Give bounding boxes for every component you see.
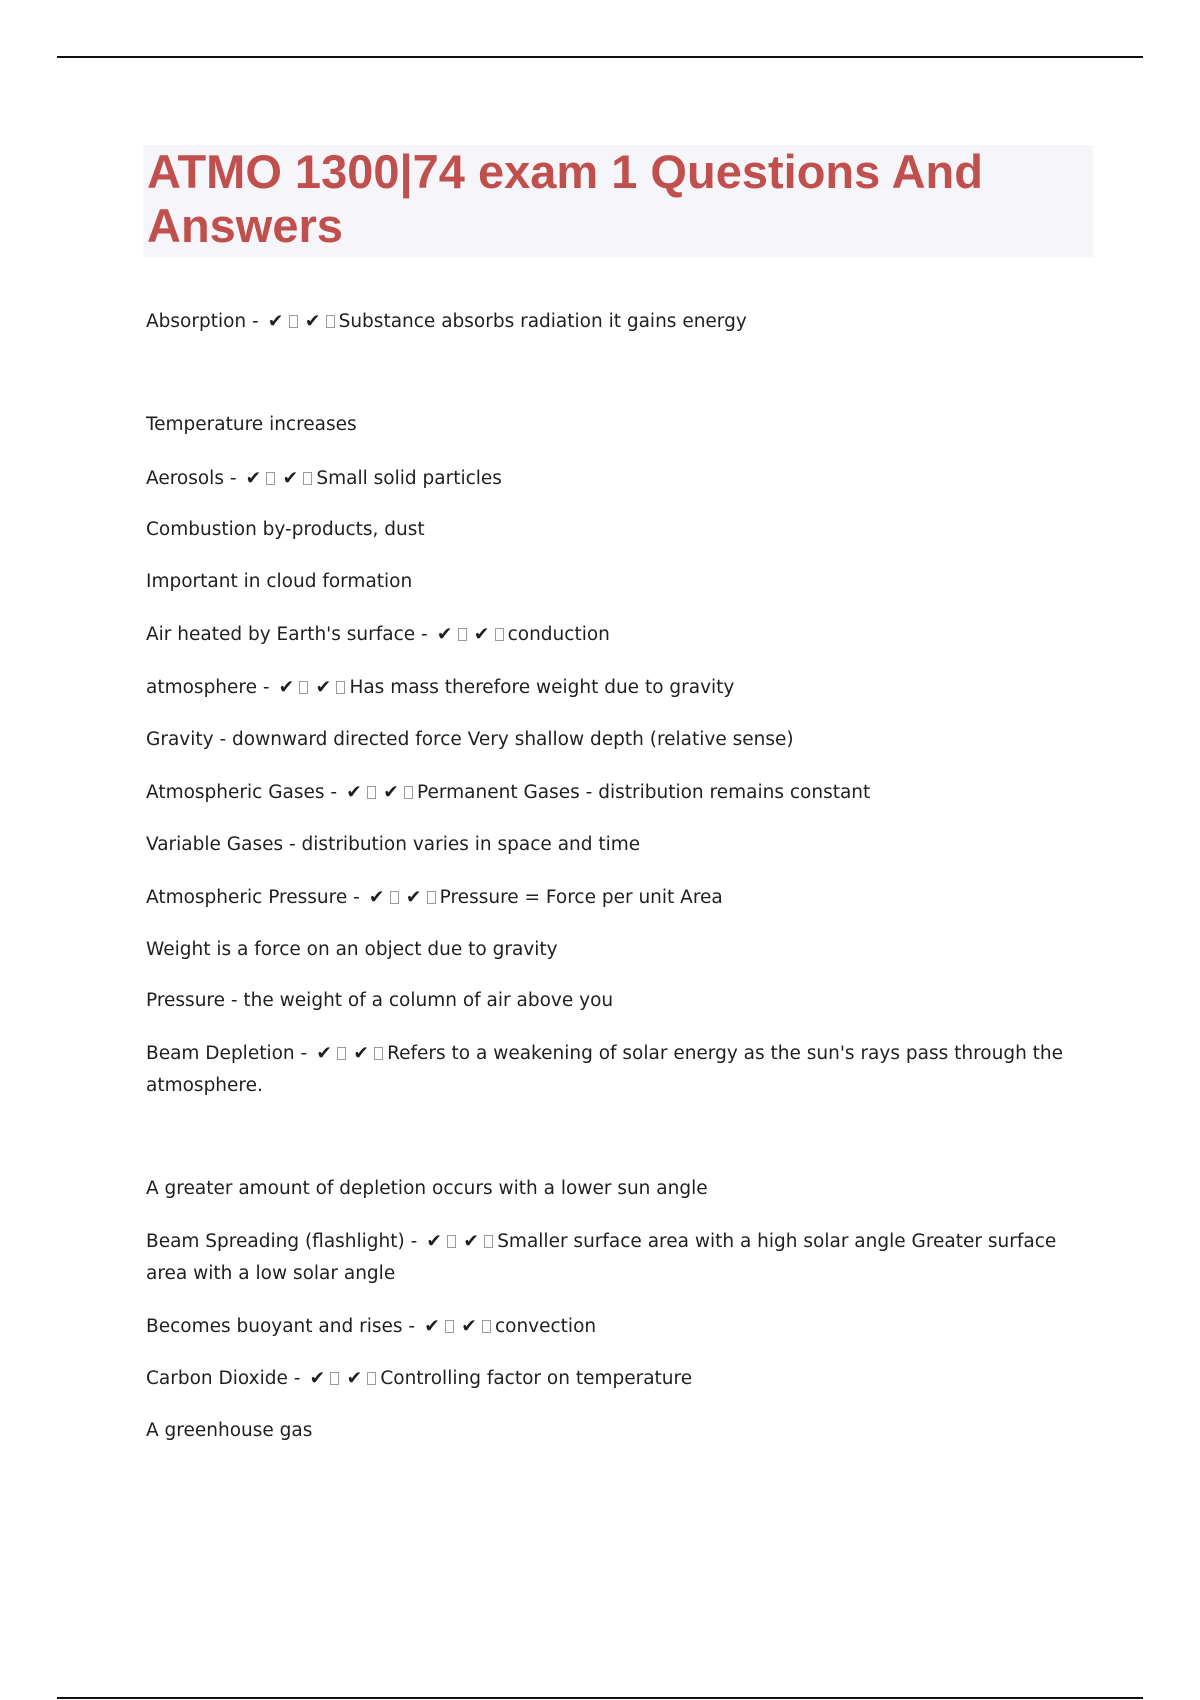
check-icon: ✔ <box>346 782 362 803</box>
term: Aerosols <box>146 468 224 489</box>
check-icon: ✔ <box>463 1231 479 1252</box>
check-icon: ✔ <box>346 1368 363 1389</box>
top-rule <box>57 56 1143 58</box>
check-icon: ✔ <box>461 1316 477 1337</box>
text-line: Variable Gases - distribution varies in space and time <box>146 834 641 855</box>
qa-entry-atmosphere: atmosphere - ✔ ✔ Has mass therefore weight due to gravity <box>146 672 1076 704</box>
text-line: A greenhouse gas <box>146 1420 313 1441</box>
term: Beam Spreading (flashlight) <box>146 1231 405 1252</box>
answer: Refers to a weakening of solar energy as the sun's rays pass through the atmosphere. <box>146 1043 1064 1096</box>
check-icon: ✔ <box>383 782 399 803</box>
missing-glyph-box <box>447 1235 456 1248</box>
check-icon: ✔ <box>405 887 422 908</box>
missing-glyph-box <box>337 1047 346 1060</box>
qa-entry-beam-spreading: Beam Spreading (flashlight) - ✔ ✔ Smaller surface area with a high solar angle Greater surface area with a low solar angle <box>146 1226 1076 1290</box>
answer: Controlling factor on temperature <box>380 1368 693 1389</box>
missing-glyph-box <box>303 472 312 485</box>
check-icon: ✔ <box>316 1043 332 1064</box>
term: Carbon Dioxide <box>146 1368 288 1389</box>
check-icon: ✔ <box>368 887 385 908</box>
bottom-rule <box>57 1697 1143 1699</box>
check-icon: ✔ <box>282 468 299 489</box>
missing-glyph-box <box>445 1320 454 1333</box>
text-line: Important in cloud formation <box>146 571 413 592</box>
document-title: ATMO 1300|74 exam 1 Questions And Answers <box>147 145 983 252</box>
check-icon: ✔ <box>267 311 284 332</box>
missing-glyph-box <box>495 628 504 641</box>
check-icon: ✔ <box>245 468 262 489</box>
text-line: Weight is a force on an object due to gravity <box>146 939 558 960</box>
missing-glyph-box <box>266 472 275 485</box>
answer: Has mass therefore weight due to gravity <box>349 677 735 698</box>
missing-glyph-box <box>299 681 308 694</box>
check-icon: ✔ <box>424 1316 440 1337</box>
missing-glyph-box <box>330 1372 339 1385</box>
term: Atmospheric Gases <box>146 782 325 803</box>
answer: conduction <box>507 624 610 645</box>
check-icon: ✔ <box>309 1368 326 1389</box>
text-line: Temperature increases <box>146 414 357 435</box>
qa-entry-beam-depletion: Beam Depletion - ✔ ✔ Refers to a weakening of solar energy as the sun's rays pass through the atmosphere. <box>146 1038 1076 1102</box>
missing-glyph-box <box>367 1372 376 1385</box>
term: Absorption <box>146 311 247 332</box>
text-line: A greater amount of depletion occurs with a lower sun angle <box>146 1178 708 1199</box>
text-line: Pressure - the weight of a column of air above you <box>146 990 614 1011</box>
check-icon: ✔ <box>278 677 295 698</box>
check-icon: ✔ <box>426 1231 442 1252</box>
term: Becomes buoyant and rises <box>146 1316 403 1337</box>
term: Atmospheric Pressure <box>146 887 348 908</box>
text-line: Gravity - downward directed force Very shallow depth (relative sense) <box>146 729 794 750</box>
qa-entry-air-heated: Air heated by Earth's surface - ✔ ✔ conduction <box>146 619 1076 651</box>
qa-entry-absorption: Absorption - ✔ ✔ Substance absorbs radiation it gains energy <box>146 306 1076 338</box>
answer: Pressure = Force per unit Area <box>439 887 723 908</box>
check-icon: ✔ <box>315 677 332 698</box>
qa-entry-aerosols: Aerosols - ✔ ✔ Small solid particles <box>146 463 1076 495</box>
missing-glyph-box <box>374 1047 383 1060</box>
term: atmosphere <box>146 677 257 698</box>
check-icon: ✔ <box>304 311 321 332</box>
title-banner <box>143 145 1093 257</box>
answer: Small solid particles <box>316 468 502 489</box>
missing-glyph-box <box>484 1235 493 1248</box>
missing-glyph-box <box>458 628 467 641</box>
answer: convection <box>494 1316 597 1337</box>
text-line: Combustion by-products, dust <box>146 519 425 540</box>
missing-glyph-box <box>289 315 298 328</box>
missing-glyph-box <box>390 891 399 904</box>
check-icon: ✔ <box>436 624 453 645</box>
missing-glyph-box <box>404 786 413 799</box>
term: Beam Depletion <box>146 1043 295 1064</box>
qa-entry-buoyant: Becomes buoyant and rises - ✔ ✔ convection <box>146 1311 1076 1343</box>
qa-entry-carbon-dioxide: Carbon Dioxide - ✔ ✔ Controlling factor on temperature <box>146 1363 1076 1395</box>
missing-glyph-box <box>482 1320 491 1333</box>
missing-glyph-box <box>336 681 345 694</box>
qa-entry-atmospheric-pressure: Atmospheric Pressure - ✔ ✔ Pressure = Force per unit Area <box>146 882 1076 914</box>
answer: Permanent Gases - distribution remains constant <box>416 782 871 803</box>
qa-entry-atmospheric-gases: Atmospheric Gases - ✔ ✔ Permanent Gases - distribution remains constant <box>146 777 1076 809</box>
check-icon: ✔ <box>353 1043 369 1064</box>
missing-glyph-box <box>367 786 376 799</box>
term: Air heated by Earth's surface <box>146 624 416 645</box>
answer: Substance absorbs radiation it gains energy <box>338 311 747 332</box>
check-icon: ✔ <box>473 624 490 645</box>
answer: Smaller surface area with a high solar angle Greater surface area with a low solar angle <box>146 1231 1057 1284</box>
missing-glyph-box <box>326 315 335 328</box>
missing-glyph-box <box>427 891 436 904</box>
